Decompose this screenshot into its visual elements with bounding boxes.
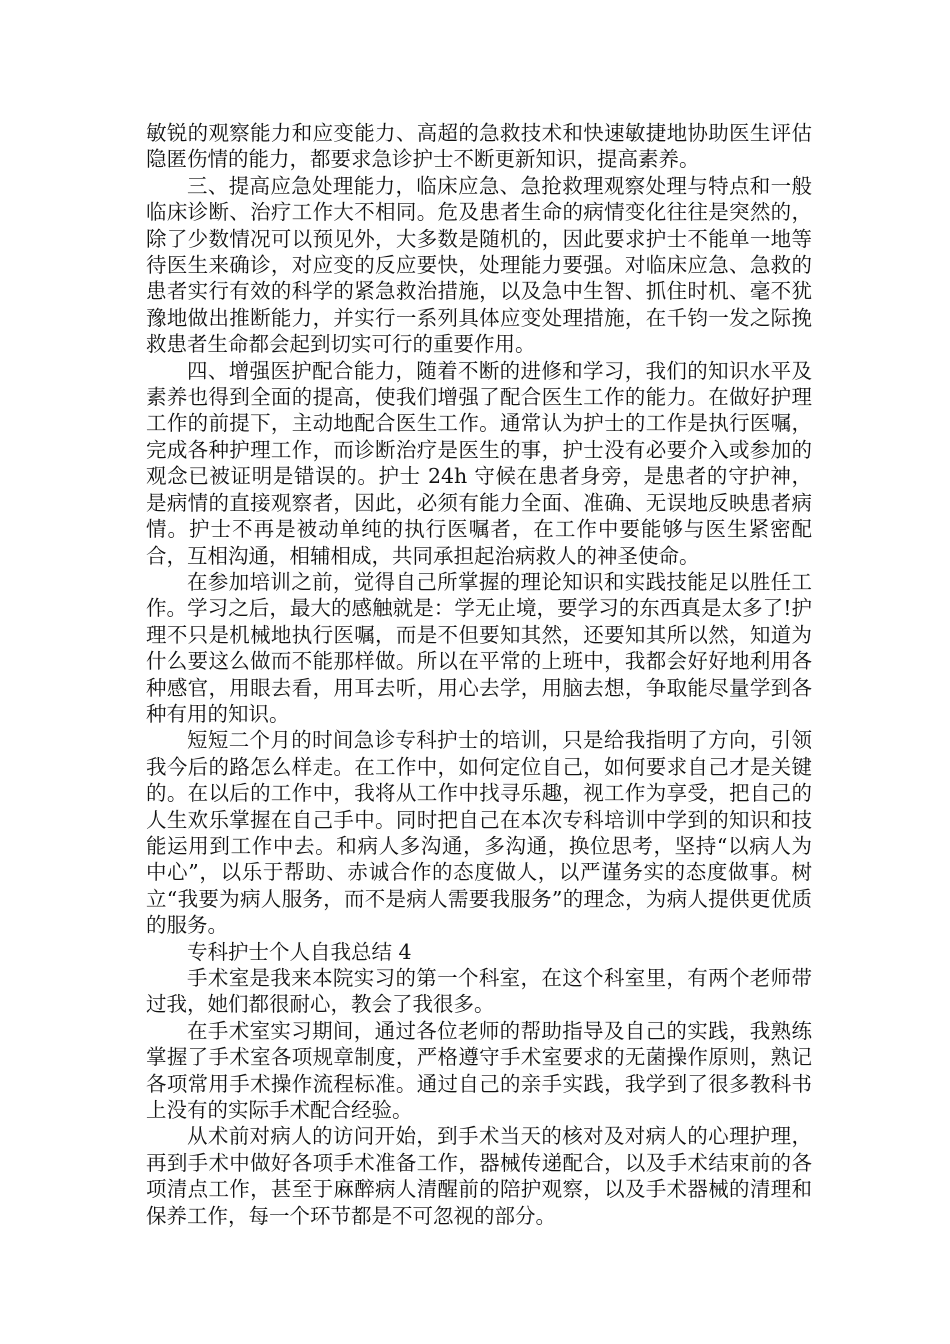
paragraph-doctor-nurse-cooperation: 四、增强医护配合能力，随着不断的进修和学习，我们的知识水平及素养也得到全面的提高，使我们增强了配合医生工作的能力。在做好护理工作的前提下，主动地配合医生工作。通常认为护士的工作是执行医嘱，完成各种护理工作，而诊断治疗是医生的事，护士没有必要介入或参加的观念已被证明是错误的。护士 24h 守候在患者身旁，是患者的守护神，是病情的直接观察者，因此，必须有能力全面、准确、无误地反映患者病情。护士不再是被动单纯的执行医嘱者，在工作中要能够与医生紧密配合，互相沟通，相辅相成，共同承担起治病救人的神圣使命。 xyxy=(146,358,812,568)
document-body xyxy=(146,120,812,1229)
paragraph-before-training: 在参加培训之前，觉得自己所掌握的理论知识和实践技能足以胜任工作。学习之后，最大的感触就是：学无止境，要学习的东西真是太多了!护理不只是机械地执行医嘱，而是不但要知其然，还要知其所以然，知道为什么要这么做而不能那样做。所以在平常的上班中，我都会好好地利用各种感官，用眼去看，用耳去听，用心去学，用脑去想，争取能尽量学到各种有用的知识。 xyxy=(146,569,812,726)
paragraph-observation-skills: 敏锐的观察能力和应变能力、高超的急救技术和快速敏捷地协助医生评估隐匿伤情的能力，都要求急诊护士不断更新知识，提高素养。 xyxy=(146,121,812,172)
section-heading-summary-4: 专科护士个人自我总结 4 xyxy=(187,939,412,964)
paragraph-two-months-training: 短短二个月的时间急诊专科护士的培训，只是给我指明了方向，引领我今后的路怎么样走。在工作中，如何定位自己，如何要求自己才是关键的。在以后的工作中，我将从工作中找寻乐趣，视工作为享受，把自己的人生欢乐掌握在自己手中。同时把自己在本次专科培训中学到的知识和技能运用到工作中去。和病人多沟通，多沟通，换位思考，坚持“以病人为中心”，以乐于帮助、赤诚合作的态度做人，以严谨务实的态度做事。树立“我要为病人服务，而不是病人需要我服务”的理念，为病人提供更优质的服务。 xyxy=(146,728,812,938)
paragraph-preoperative-visit: 从术前对病人的访问开始，到手术当天的核对及对病人的心理护理，再到手术中做好各项手术准备工作，器械传递配合，以及手术结束前的各项清点工作，甚至于麻醉病人清醒前的陪护观察，以及手术器械的清理和保养工作，每一个环节都是不可忽视的部分。 xyxy=(146,1124,812,1228)
paragraph-operating-room-intro: 手术室是我来本院实习的第一个科室，在这个科室里，有两个老师带过我，她们都很耐心，教会了我很多。 xyxy=(146,966,812,1017)
paragraph-emergency-handling: 三、提高应急处理能力，临床应急、急抢救理观察处理与特点和一般临床诊断、治疗工作大不相同。危及患者生命的病情变化往往是突然的，除了少数情况可以预见外，大多数是随机的，因此要求护士不能单一地等待医生来确诊，对应变的反应要快，处理能力要强。对临床应急、急救的患者实行有效的科学的紧急救治措施，以及急中生智、抓住时机、毫不犹豫地做出推断能力，并实行一系列具体应变处理措施，在千钧一发之际挽救患者生命都会起到切实可行的重要作用。 xyxy=(146,173,812,357)
paragraph-operating-room-internship: 在手术室实习期间，通过各位老师的帮助指导及自己的实践，我熟练掌握了手术室各项规章制度，严格遵守手术室要求的无菌操作原则，熟记各项常用手术操作流程标准。通过自己的亲手实践，我学到了很多教科书上没有的实际手术配合经验。 xyxy=(146,1018,812,1123)
